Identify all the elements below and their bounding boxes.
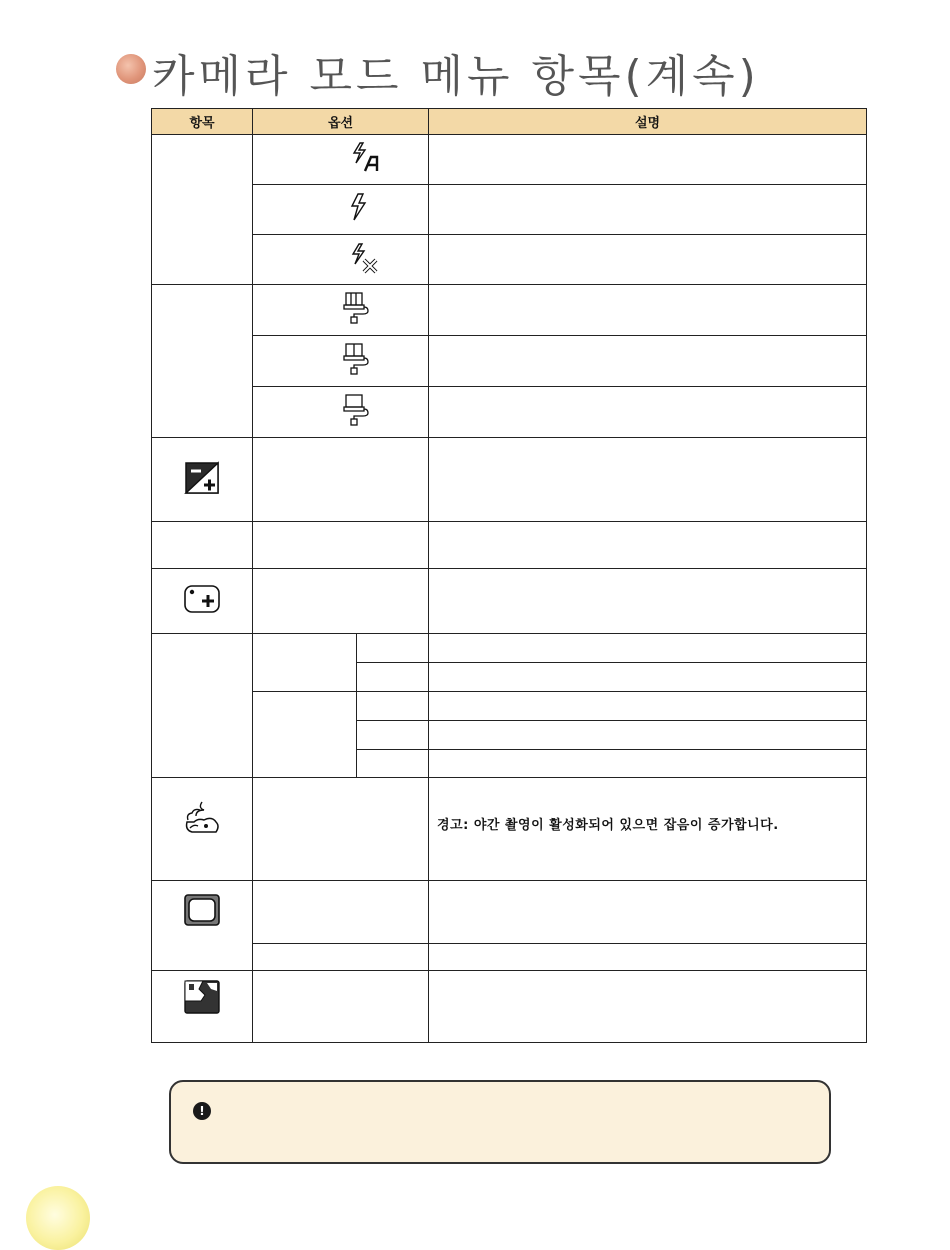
lcd-item-cell	[152, 881, 253, 971]
setting-item-cell	[152, 634, 253, 778]
setting-a-sub-1	[357, 634, 429, 663]
exposure-desc	[429, 438, 867, 522]
lcd-frame-icon	[183, 893, 221, 931]
page-corner-dot	[26, 1186, 90, 1250]
title-bullet	[116, 54, 146, 84]
lcd-desc-2	[429, 944, 867, 971]
header-option: 옵션	[253, 109, 429, 135]
setting-group-a	[253, 634, 357, 692]
quality-item-cell	[152, 285, 253, 438]
flash-auto-option	[253, 135, 429, 185]
flash-auto-icon	[351, 141, 381, 179]
exposure-compensation-icon	[184, 461, 220, 499]
header-item: 항목	[152, 109, 253, 135]
sharpness-option	[253, 569, 429, 634]
quality-fine-option	[253, 285, 429, 336]
blank-option	[253, 522, 429, 569]
setting-b-desc-3	[429, 750, 867, 778]
blank-desc	[429, 522, 867, 569]
setting-b-sub-1	[357, 692, 429, 721]
table-row	[152, 438, 867, 522]
lcd-option-1	[253, 881, 429, 944]
flash-auto-desc	[429, 135, 867, 185]
table-header-row	[152, 109, 867, 135]
flash-off-option	[253, 235, 429, 285]
setting-b-desc-2	[429, 721, 867, 750]
exposure-option	[253, 438, 429, 522]
header-description: 설명	[429, 109, 867, 135]
quality-normal-option	[253, 336, 429, 387]
setting-a-desc-2	[429, 663, 867, 692]
quality-economy-option	[253, 387, 429, 438]
night-desc	[429, 778, 867, 881]
setting-a-sub-2	[357, 663, 429, 692]
exclamation-icon: !	[193, 1102, 211, 1120]
flash-off-desc	[429, 235, 867, 285]
setting-b-sub-3	[357, 750, 429, 778]
table-row	[152, 944, 867, 971]
dual-item-cell	[152, 971, 253, 1043]
quality-economy-desc	[429, 387, 867, 438]
flash-off-icon	[350, 242, 380, 278]
table-row	[152, 135, 867, 185]
table-row	[152, 634, 867, 663]
dual-option	[253, 971, 429, 1043]
exposure-item-cell	[152, 438, 253, 522]
flash-on-option	[253, 185, 429, 235]
flash-item-cell	[152, 135, 253, 285]
lcd-desc-1	[429, 881, 867, 944]
setting-b-sub-2	[357, 721, 429, 750]
blank-item-cell	[152, 522, 253, 569]
sharpness-item-cell	[152, 569, 253, 634]
flash-on-desc	[429, 185, 867, 235]
table-row	[152, 971, 867, 1043]
lcd-option-2	[253, 944, 429, 971]
night-warning: 경고: 야간 촬영이 활성화되어 있으면 잡음이 증가합니다.	[437, 818, 779, 833]
table-row	[152, 185, 867, 235]
quality-economy-icon	[343, 393, 369, 431]
setting-group-b	[253, 692, 357, 778]
table-row	[152, 522, 867, 569]
camera-menu-table	[151, 108, 867, 1043]
night-item-cell	[152, 778, 253, 881]
night-mode-icon	[182, 798, 222, 842]
flash-on-icon	[349, 192, 369, 228]
night-option	[253, 778, 429, 881]
page-title: 카메라 모드 메뉴 항목(계속)	[152, 51, 760, 102]
table-row	[152, 235, 867, 285]
setting-a-desc-1	[429, 634, 867, 663]
dual-shot-icon	[183, 979, 221, 1019]
sharpness-desc	[429, 569, 867, 634]
quality-normal-icon	[343, 342, 369, 380]
setting-b-desc-1	[429, 692, 867, 721]
quality-fine-desc	[429, 285, 867, 336]
table-row	[152, 387, 867, 438]
table-row	[152, 336, 867, 387]
note-box	[169, 1080, 831, 1164]
quality-normal-desc	[429, 336, 867, 387]
table-row	[152, 692, 867, 721]
table-row	[152, 881, 867, 944]
sharpness-icon	[183, 584, 221, 618]
table-row	[152, 778, 867, 881]
quality-fine-icon	[343, 291, 369, 329]
dual-desc	[429, 971, 867, 1043]
table-row	[152, 569, 867, 634]
table-row	[152, 285, 867, 336]
